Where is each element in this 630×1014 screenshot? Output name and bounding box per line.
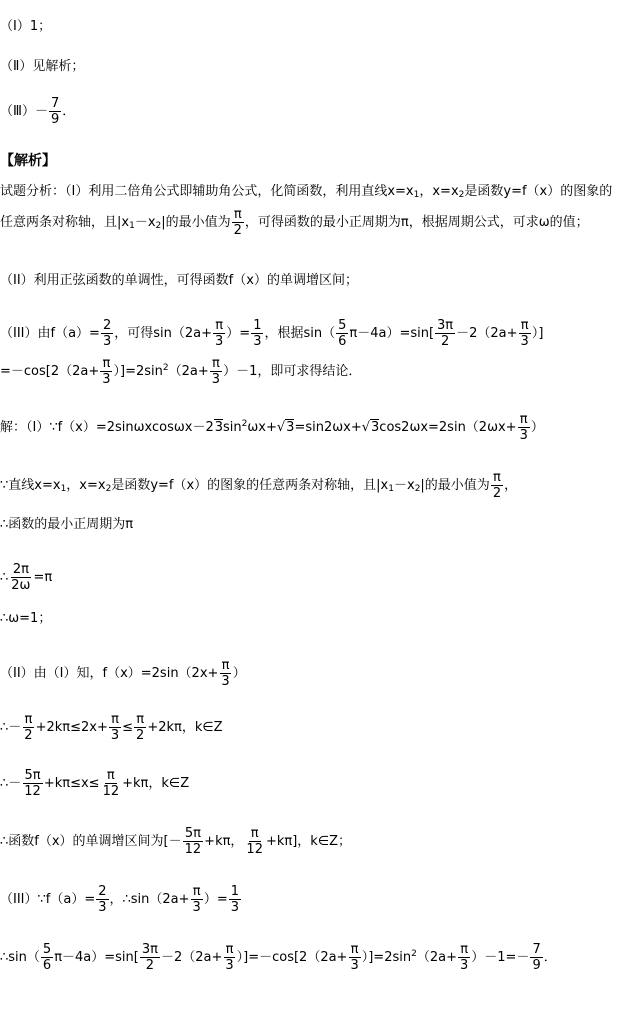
answer-1: （Ⅰ）1； — [0, 19, 52, 34]
solution-step-1: 解：$(I)\because f(x)=2\sin\omega xcos\omega x-23\sin^2\omega x+√3=\sin 2\omega x+√3\cos 2\omega x=2\sin(2\omega x+$ $\frac{\pi}{3}$ ） — [0, 412, 544, 443]
solution-step-8: ∴－ $\frac{5\pi}{12}$ +kπ≤x≤ $\frac{\pi}{12}$ +kπ，k∈Z — [0, 768, 190, 799]
solution-step-2: ∵直线$x=x_1$，$x=x_2$是函数y=f（x）的图象的任意两条对称轴，且$|x_1-x_2|$的最小值为 $\frac{\pi}{2}$ ， — [0, 470, 518, 501]
analysis-part-4: =－cos[2（2a+ $\frac{\pi}{3}$ ）]$=2\sin^2(2a+$ $\frac{\pi}{3}$ ）－1，即可求得结论． — [0, 356, 362, 387]
solution-step-11: ∴sin（ $\frac{5}{6}$ π－4a）=sin[ $\frac{3\pi}{2}$ －2（2a+ $\frac{\pi}{3}$ ）]=－cos[2（2a+ $\frac{\pi}{3}$ ）]$=2\sin^2(2a+$ $\frac{\pi}{3}$ ）－1=－ $\frac{7}{9}$ ． — [0, 942, 557, 973]
analysis-part-2: （II）利用正弦函数的单调性，可得函数f（x）的单调增区间； — [0, 273, 358, 288]
answer-3: （Ⅲ）－ $\frac{7}{9}$ ． — [0, 96, 76, 127]
solution-step-9: ∴函数f（x）的单调增区间为[－ $\frac{5\pi}{12}$ +kπ， $\frac{\pi}{12}$ +kπ]，k∈Z； — [0, 826, 352, 857]
solution-step-6: （II）由（I）知，f（x）=2sin（2x+ $\frac{\pi}{3}$ ） — [0, 658, 246, 689]
analysis-part-3: （III）由f（a）= $\frac{2}{3}$ ，可得sin（2a+ $\frac{\pi}{3}$ ）= $\frac{1}{3}$ ，根据sin（ $\frac{5}{6}$ π－4a）=sin[ $\frac{3\pi}{2}$ －2（2a+ $\frac{\pi}{3}$ ）] — [0, 318, 544, 349]
analysis-heading: 【解析】 — [0, 153, 56, 169]
solution-step-4: ∴ $\frac{2\pi}{2\omega}$ =π — [0, 562, 53, 593]
solution-step-10: （III）∵f（a）= $\frac{2}{3}$ ，∴sin（2a+ $\frac{\pi}{3}$ ）= $\frac{1}{3}$ — [0, 884, 239, 915]
analysis-part-1: 试题分析：（I）利用二倍角公式即辅助角公式，化简函数，利用直线$x=x_1$，$x=x_2$是函数y=f（x）的图象的任意两条对称轴，且$|x_1-x_2|$的最小值为 $\frac{\pi}{2}$ ，可得函数的最小正周期为π，根据周期公式，可求ω的值； — [0, 184, 613, 238]
solution-step-5: ∴ω=1； — [0, 611, 52, 626]
solution-step-7: ∴－ $\frac{\pi}{2}$ +2kπ≤2x+ $\frac{\pi}{3}$ ≤ $\frac{\pi}{2}$ +2kπ，k∈Z — [0, 712, 223, 743]
solution-step-3: ∴函数的最小正周期为π — [0, 517, 134, 532]
answer-2: （Ⅱ）见解析； — [0, 59, 85, 74]
